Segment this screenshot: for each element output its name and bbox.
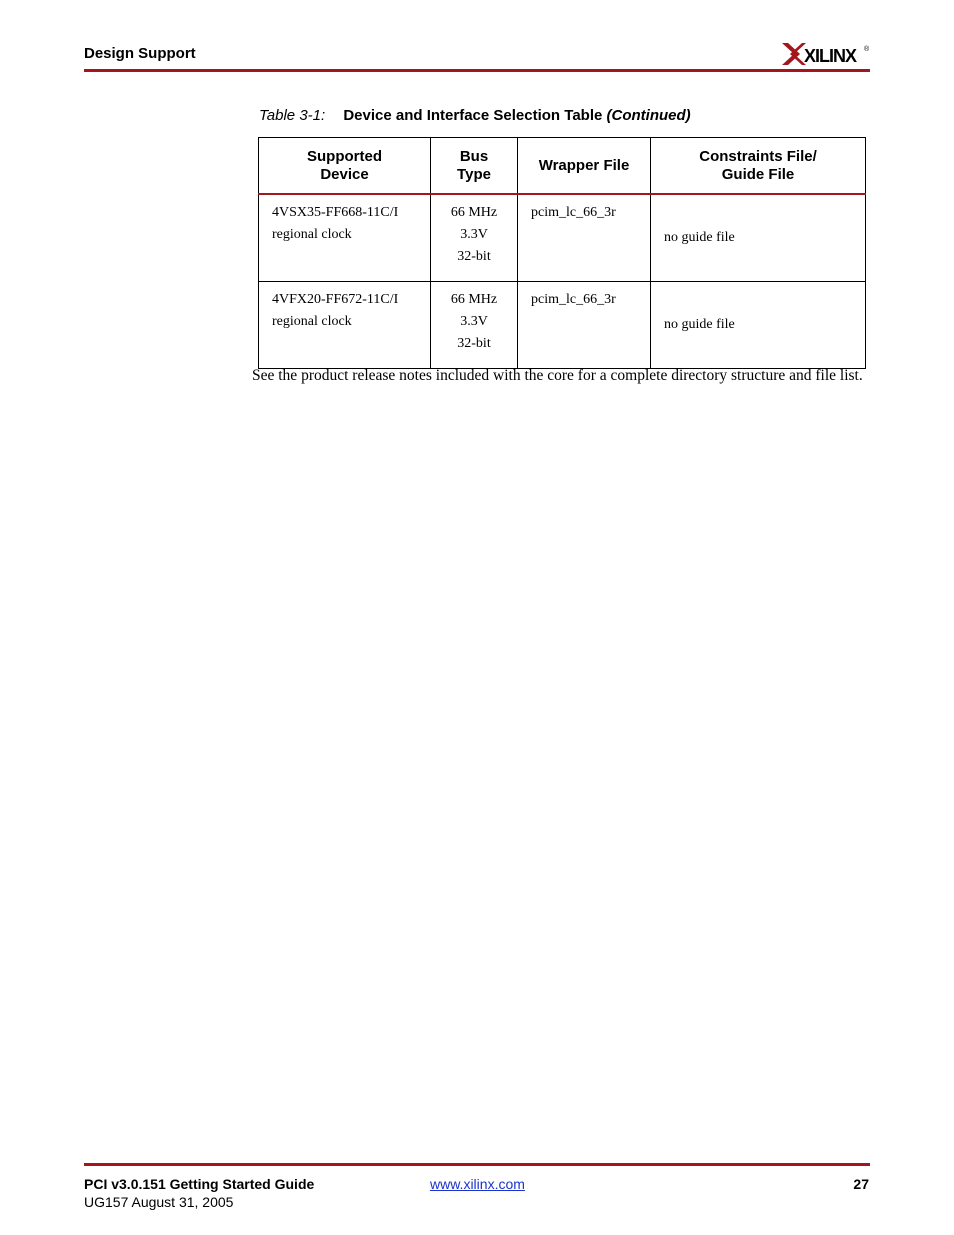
cell-bus-type (431, 194, 518, 282)
table-row (259, 194, 866, 282)
footer-doc-id: UG157 August 31, 2005 (84, 1194, 234, 1210)
header-device-line2: Device (320, 165, 369, 183)
xilinx-logo-mark-icon (782, 43, 806, 65)
footer-website-link[interactable]: www.xilinx.com (430, 1176, 525, 1192)
table-row (259, 282, 866, 369)
bus-voltage: 3.3V (460, 314, 488, 329)
xilinx-logo (780, 40, 872, 68)
device-selection-table (258, 137, 866, 369)
cell-supported-device (259, 282, 431, 369)
footer-rule (84, 1163, 870, 1166)
body-paragraph: See the product release notes included with the core for a complete directory structure and file list. (252, 367, 863, 384)
bus-width: 32-bit (457, 336, 491, 351)
bus-frequency: 66 MHz (450, 292, 498, 307)
cell-supported-device (259, 194, 431, 282)
table-caption-number: Table 3-1: (259, 107, 326, 124)
footer-page-number: 27 (853, 1176, 869, 1192)
cell-constraints-file (651, 194, 866, 282)
table-caption-title: Device and Interface Selection Table (343, 107, 603, 124)
header-wrapper-label: Wrapper File (538, 156, 630, 174)
constraints-file-value: no guide file (664, 230, 735, 245)
xilinx-logo-text: XILINX (804, 46, 857, 66)
header-supported-device (259, 138, 431, 195)
footer-guide-title: PCI v3.0.151 Getting Started Guide (84, 1176, 315, 1192)
header-wrapper-file (518, 138, 651, 195)
xilinx-logo-registered: ® (864, 46, 870, 53)
wrapper-file-name: pcim_lc_66_3r (531, 292, 616, 307)
cell-wrapper-file (518, 282, 651, 369)
bus-frequency: 66 MHz (450, 205, 498, 220)
bus-voltage: 3.3V (460, 227, 488, 242)
table-caption-continued: (Continued) (606, 107, 691, 124)
header-device-line1: Supported (307, 147, 382, 165)
table-header-row (259, 138, 866, 195)
cell-constraints-file (651, 282, 866, 369)
constraints-file-value: no guide file (664, 317, 735, 332)
header-constraints-line2: Guide File (721, 165, 795, 183)
table-caption (259, 107, 691, 124)
bus-width: 32-bit (457, 249, 491, 264)
wrapper-file-name: pcim_lc_66_3r (531, 205, 616, 220)
section-title: Design Support (84, 45, 196, 62)
header-constraints-file (651, 138, 866, 195)
cell-bus-type (431, 282, 518, 369)
device-part-number: 4VFX20-FF672-11C/I (272, 292, 399, 307)
header-bus-line1: Bus (459, 147, 489, 165)
header-bus-line2: Type (457, 165, 491, 183)
device-part-number: 4VSX35-FF668-11C/I (272, 205, 399, 220)
header-bus-type (431, 138, 518, 195)
device-note: regional clock (272, 314, 352, 329)
header-rule (84, 69, 870, 72)
cell-wrapper-file (518, 194, 651, 282)
device-note: regional clock (272, 227, 352, 242)
header-constraints-line1: Constraints File/ (699, 147, 817, 165)
